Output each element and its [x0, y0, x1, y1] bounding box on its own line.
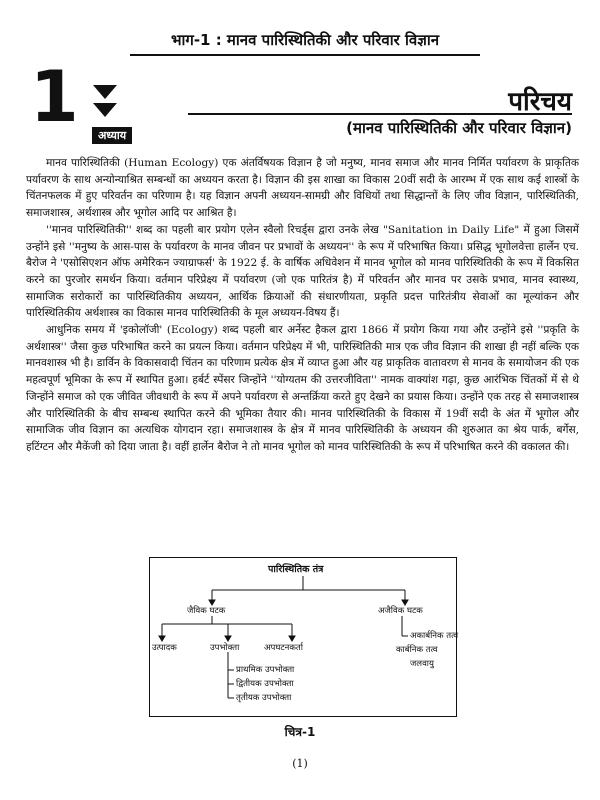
down-triangle-icon: [93, 103, 117, 117]
diagram-consumer-level: तृतीयक उपभोक्ता: [236, 693, 292, 703]
title-rule: [188, 113, 572, 115]
chapter-number: 1: [30, 56, 79, 138]
diagram-producer: उत्पादक: [152, 643, 177, 653]
diagram-abiotic-item: कार्बनिक तत्व: [396, 645, 438, 655]
figure-caption: चित्र-1: [284, 725, 316, 739]
body-text: [26, 155, 579, 456]
chapter-title: परिचय: [508, 87, 572, 117]
down-triangle-icon: [93, 85, 117, 99]
ecosystem-diagram: [149, 557, 457, 717]
chapter-subtitle: (मानव पारिस्थितिकी और परिवार विज्ञान): [346, 119, 572, 137]
paragraph: ''मानव पारिस्थितिकी'' शब्द का पहली बार प्रयोग एलेन स्वैलो रिचर्ड्स द्वारा उनके लेख "Sanitation in Daily Life" में हुआ जिसमें उन्होंने इसे ''मनुष्य के आस-पास के पर्यावरण के मानव जीवन पर प्रभावों के अध्ययन'' के रूप में परिभाषित किया। प्रसिद्ध भूगोलवेत्ता हार्लेन एच. बैरोज ने 'एसोसिएशन ऑफ अमेरिकन ज्याग्राफर्स' के 1922 ई. के वार्षिक अधिवेशन में मानव भूगोल को मानव पारिस्थितिकी के रूप में विकसित करने का पुरजोर समर्थन किया। वर्तमान परिप्रेक्ष्य में पर्यावरण (जो एक पारितंत्र है) में परिवर्तन और मानव पर उसके प्रभाव, मानव स्वास्थ्य, सामाजिक सरोकारों का पारिस्थितिकीय अध्ययन, आर्थिक क्रियाओं की संधारणीयता, प्रकृति प्रदत्त पारितंत्रीय सेवाओं का मूल्यांकन और पारिस्थितिकीय अर्थशास्त्र का विकास मानव पारिस्थितिकी के मूल अध्ययन-विषय हैं।: [26, 223, 579, 320]
page-number: (1): [292, 757, 308, 770]
diagram-consumer-level: द्वितीयक उपभोक्ता: [236, 679, 294, 689]
paragraph: आधुनिक समय में 'इकोलॉजी' (Ecology) शब्द पहली बार अर्नेस्ट हैकल द्वारा 1866 में प्रयोग किया गया और उन्होंने इसे ''प्रकृति के अर्थशास्त्र'' जैसा कुछ परिभाषित करने का प्रयत्न किया। वर्तमान परिप्रेक्ष्य में भी, पारिस्थितिकी मात्र एक जीव विज्ञान की शाखा ही नहीं बल्कि एक मानवशास्त्र भी है। डार्विन के विकासवादी चिंतन का परिणाम प्रत्येक क्षेत्र में व्याप्त हुआ और यह प्राकृतिक वातावरण से मानव के समायोजन की एक महत्वपूर्ण भूमिका के रूप में स्थापित हुआ। हर्बर्ट स्पेंसर जिन्होंने ''योग्यतम की उत्तरजीविता'' नामक वाक्यांश गढ़ा, कुछ आरंभिक चिंतकों में से थे जिन्होंने समाज को एक जीवित जीवधारी के रूप में अपने पर्यावरण से अन्तर्क्रिया करते हुए देखने का प्रयास किया। उन्होंने एक तरह से समाजशास्त्र और पारिस्थितिकी के बीच सम्बन्ध स्थापित करने की भूमिका तैयार की। मानव पारिस्थितिकी के विकास में 19वीं सदी के अंत में भूगोल और सामाजिक जीव विज्ञान का अत्यधिक योगदान रहा। समाजशास्त्र के क्षेत्र में मानव पारिस्थितिकी के अध्ययन की शुरुआत का श्रेय पार्क, बर्गेस, हटिंग्टन और मैकेंजी को दिया जाता है। वहीं हार्लेन बैरोज ने तो मानव भूगोल को मानव पारिस्थितिकी के रूप में परिभाषित करने की वकालत की।: [26, 324, 579, 453]
diagram-abiotic-item: जलवायु: [410, 659, 434, 669]
diagram-consumer: उपभोक्ता: [210, 643, 240, 653]
diagram-biotic: जैविक घटक: [187, 606, 226, 616]
diagram-root: पारिस्थितिक तंत्र: [268, 564, 324, 575]
paragraph: मानव पारिस्थितिकी (Human Ecology) एक अंतर्विषयक विज्ञान है जो मनुष्य, मानव समाज और मानव निर्मित पर्यावरण के प्राकृतिक पर्यावरण के साथ अन्योन्याश्रित सम्बन्धों का अध्ययन करता है। विज्ञान की इस शाखा का विकास 20वीं सदी के आरम्भ में एक साथ कई शास्त्रों के चिंतनफलक में हुए परिवर्तन का परिणाम है। यह विज्ञान अपनी अध्ययन-सामग्री और विधियों तथा सिद्धान्तों के लिए जीव विज्ञान, पारिस्थितिकी, समाजशास्त्र, अर्थशास्त्र और भूगोल आदि पर आश्रित है।: [26, 157, 579, 220]
diagram-abiotic-item: अकार्बनिक तत्व: [410, 631, 459, 641]
header-rule: [130, 54, 480, 56]
part-header: भाग-1 : मानव पारिस्थितिकी और परिवार विज्ञान: [170, 31, 440, 49]
chapter-label: अध्याय: [92, 127, 132, 144]
diagram-decomposer: अपघटनकर्ता: [264, 643, 303, 653]
diagram-abiotic: अजैविक घटक: [378, 606, 423, 616]
diagram-consumer-level: प्राथमिक उपभोक्ता: [236, 665, 295, 675]
